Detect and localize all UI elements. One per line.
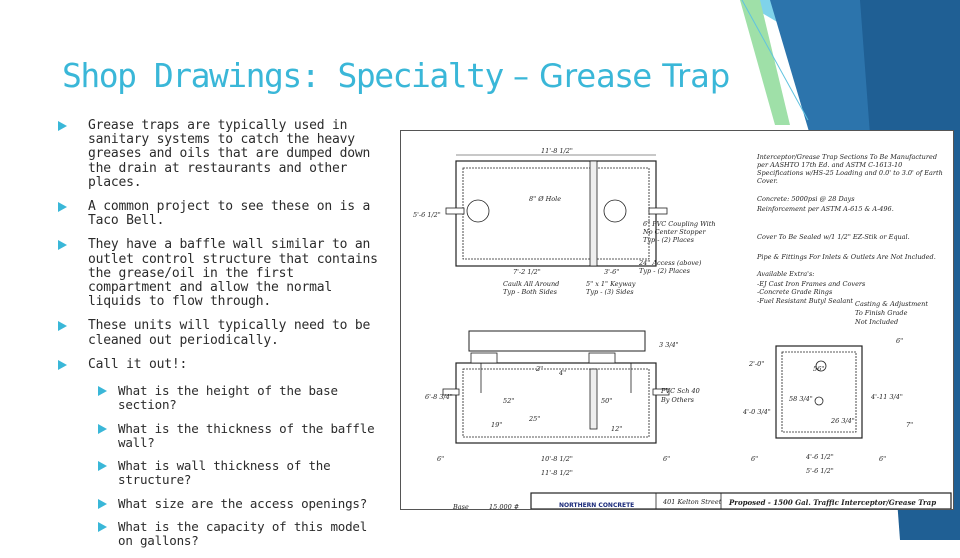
spec-note: Specifications w/HS-25 Loading and 0.0' to 3.0' of Earth	[757, 169, 943, 177]
end-side-dim: 6"	[879, 455, 887, 463]
arrow-bullet-icon	[58, 360, 67, 370]
end-view	[742, 337, 913, 475]
spec-note: Interceptor/Grease Trap Sections To Be Manufactured	[757, 153, 937, 161]
plan-note: Typ - Both Sides	[503, 288, 557, 296]
end-dim: 4'-0 3/4"	[743, 408, 771, 416]
sub-bullet-text: What is the capacity of this model on gallons?	[118, 519, 368, 549]
bullet-text: Call it out!:	[88, 356, 188, 372]
bullet-item	[50, 200, 380, 228]
bullet-item	[50, 358, 380, 548]
sub-bullet-text: What size are the access openings?	[118, 495, 368, 511]
arrow-bullet-icon	[58, 321, 67, 331]
arrow-bullet-icon	[98, 386, 107, 396]
slide-title	[62, 56, 730, 95]
company-address: 401 Kelton Street	[663, 498, 722, 506]
section-dim: 52"	[503, 397, 515, 405]
spec-note: -EJ Cast Iron Frames and Covers	[757, 280, 866, 288]
section-side-dim: 6"	[437, 455, 445, 463]
drawing-canvas	[401, 131, 953, 509]
base-weight: 15,000 #	[489, 503, 520, 509]
section-side-dim: 6"	[663, 455, 671, 463]
arrow-bullet-icon	[58, 240, 67, 250]
spec-note: -Fuel Resistant Butyl Sealant	[757, 297, 854, 305]
sub-bullet-item	[88, 459, 380, 487]
sub-bullet-text: What is wall thickness of the structure?	[118, 458, 331, 488]
end-width-inner: 4'-6 1/2"	[806, 453, 834, 461]
end-dim: 4'-11 3/4"	[871, 393, 903, 401]
sub-bullet-text: What is the height of the base section?	[118, 383, 338, 413]
plan-left-dim: 7'-2 1/2"	[513, 268, 541, 276]
section-dim: 12"	[611, 425, 623, 433]
end-dim: 56"	[813, 365, 825, 373]
end-top-dim: 6"	[896, 337, 904, 345]
arrow-bullet-icon	[98, 461, 107, 471]
title-block	[452, 493, 951, 509]
bullet-item	[50, 319, 380, 347]
section-bottom-inner: 10'-8 1/2"	[541, 455, 573, 463]
section-dim: 2"	[536, 365, 544, 373]
section-bottom-outer: 11'-8 1/2"	[541, 469, 573, 477]
casting-note: Casting & Adjustment	[855, 300, 928, 308]
arrow-bullet-icon	[98, 424, 107, 434]
sub-bullet-item	[88, 497, 380, 511]
end-side-dim: 6"	[751, 455, 759, 463]
arrow-bullet-icon	[98, 522, 107, 532]
plan-right-dim: 3'-6"	[604, 268, 620, 276]
section-dim: 19"	[491, 421, 503, 429]
end-dim: 26 3/4"	[831, 417, 855, 425]
spec-notes	[756, 153, 943, 326]
end-dim: 58 3/4"	[789, 395, 813, 403]
arrow-bullet-icon	[58, 202, 67, 212]
section-dim: 25"	[529, 415, 541, 423]
bullet-item	[50, 238, 380, 309]
section-top-dim: 3 3/4"	[659, 341, 679, 349]
spec-note: Cover To Be Sealed w/1 1/2" EZ-Stik or Equal.	[757, 233, 910, 241]
base-label: Base	[453, 503, 469, 509]
grease-trap-shop-drawing	[400, 130, 954, 510]
plan-view	[413, 147, 667, 276]
arrow-bullet-icon	[58, 121, 67, 131]
plan-note: Caulk All Around	[503, 280, 560, 288]
plan-note: Typ - (3) Sides	[586, 288, 634, 296]
spec-note: Pipe & Fittings For Inlets & Outlets Are Not Included.	[757, 253, 936, 261]
end-width-outer: 5'-6 1/2"	[806, 467, 834, 475]
section-pvc-note: PVC Sch 40	[661, 387, 700, 395]
section-height-dim: 6'-8 3/4"	[425, 393, 453, 401]
bullet-text: Grease traps are typically used in sanitary systems to catch the heavy greases and oils that are dumped down the drain at restaurants and other places.	[88, 118, 371, 190]
spec-note: Cover.	[757, 177, 778, 185]
sub-bullet-item	[88, 422, 380, 450]
spec-note: Reinforcement per ASTM A-615 & A-496.	[757, 205, 894, 213]
title-main: Shop Drawings: Specialty	[62, 56, 503, 95]
plan-note: No Center Stopper	[643, 228, 706, 236]
plan-note: Typ - (2) Places	[639, 267, 690, 275]
plan-note: 5" x 1" Keyway	[586, 280, 636, 288]
sub-bullet-item	[88, 520, 380, 548]
company-name: NORTHERN CONCRETE	[559, 502, 635, 509]
bullet-item	[50, 119, 380, 190]
bullet-text: A common project to see these on is a Taco Bell.	[88, 199, 371, 229]
plan-length-dim: 11'-8 1/2"	[541, 147, 573, 155]
bullet-text: They have a baffle wall similar to an outlet control structure that contains the grease/oil in the first compartment and allow the normal liquids to flow through.	[88, 237, 378, 310]
plan-note: 6" PVC Coupling With	[643, 220, 716, 228]
spec-note: -Concrete Grade Rings	[757, 288, 833, 296]
section-view	[425, 331, 700, 477]
proposed-title: Proposed - 1500 Gal. Traffic Interceptor/Grease Trap	[729, 498, 937, 507]
section-dim: 4"	[559, 369, 567, 377]
section-dim: 50"	[601, 397, 613, 405]
arrow-bullet-icon	[98, 499, 107, 509]
title-tail: – Grease Trap	[502, 57, 731, 95]
sub-bullet-item	[88, 384, 380, 412]
sub-bullet-text: What is the thickness of the baffle wall?	[118, 420, 375, 450]
spec-note: per AASHTO 17th Ed. and ASTM C-1613-10	[757, 161, 903, 169]
spec-note: Concrete: 5000psi @ 28 Days	[757, 195, 855, 203]
section-by-note: By Others	[661, 396, 694, 404]
end-dim: 7"	[906, 421, 914, 429]
plan-hole-label: 8" Ø Hole	[529, 195, 562, 203]
plan-note: 24" Access (above)	[639, 259, 702, 267]
bullet-text: These units will typically need to be cleaned out periodically.	[88, 318, 371, 348]
sub-bullet-list	[88, 384, 380, 548]
plan-height-dim: 5'-6 1/2"	[413, 211, 441, 219]
casting-note: To Finish Grade	[855, 309, 908, 317]
plan-note: Typ - (2) Places	[643, 236, 694, 244]
end-dim: 2'-0"	[749, 360, 765, 368]
spec-note: Available Extra's:	[757, 270, 815, 278]
bullet-list	[50, 119, 380, 558]
casting-note: Not Included	[855, 318, 899, 326]
